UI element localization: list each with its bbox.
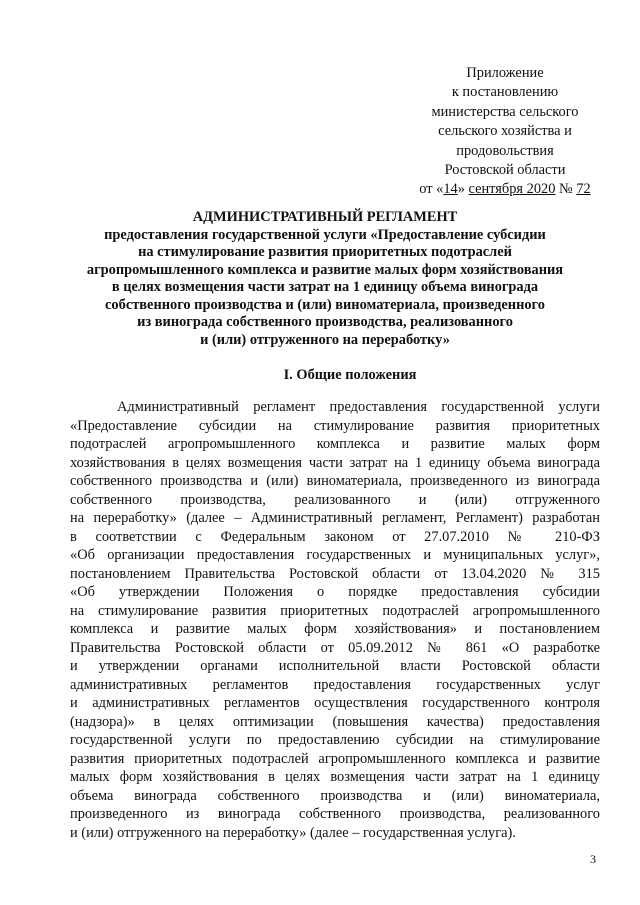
- body-line: (надзора)» в целях оптимизации (повышения качества) предоставления: [70, 713, 600, 730]
- body-line: хозяйствования в целях возмещения части затрат на 1 единицу объема винограда: [70, 454, 600, 471]
- title-line: предоставления государственной услуги «Предоставление субсидии: [104, 226, 546, 243]
- body-line: постановлением Правительства Ростовской области от 13.04.2020 № 315: [70, 565, 600, 582]
- date-prefix: от «: [419, 181, 444, 198]
- page-number: 3: [590, 852, 596, 866]
- appendix-line: Ростовской области: [444, 162, 566, 179]
- body-line: «Предоставление субсидии на стимулирование развития приоритетных: [70, 417, 600, 434]
- body-line: и утверждении органами исполнительной власти Ростовской области: [70, 658, 600, 675]
- body-line: собственного производства, реализованного и (или) отгруженного: [70, 491, 600, 508]
- body-line: государственной услуги по предоставлению субсидии на стимулирование: [70, 732, 600, 749]
- body-line: подотраслей агропромышленного комплекса и развитие малых форм: [70, 436, 600, 453]
- title-line: и (или) отгруженного на переработку»: [200, 331, 450, 348]
- body-line: произведенного из винограда собственного производства, реализованного: [70, 806, 600, 823]
- body-line: собственного производства и (или) виноматериала, произведенного из винограда: [70, 473, 600, 490]
- body-line: «Об организации предоставления государственных и муниципальных услуг»,: [70, 547, 600, 564]
- body-line: и (или) отгруженного на переработку» (далее – государственная услуга).: [70, 824, 516, 841]
- appendix-line: продовольствия: [456, 142, 554, 159]
- body-line: комплекса и развитие малых форм хозяйствования» и постановлением: [70, 621, 600, 638]
- body-line: Правительства Ростовской области от 05.09.2012 № 861 «О разработке: [70, 639, 600, 656]
- title-line: агропромышленного комплекса и развитие малых форм хозяйствования: [86, 261, 564, 278]
- title-line: из винограда собственного производства, реализованного: [137, 314, 513, 330]
- body-line: и административных регламентов осуществления государственного контроля: [70, 695, 600, 712]
- body-line: Административный регламент предоставления государственной услуги: [117, 399, 600, 415]
- document-number: 72: [576, 181, 591, 198]
- title-line: в целях возмещения части затрат на 1 единицу объема винограда: [111, 279, 539, 295]
- appendix-line: сельского хозяйства и: [438, 123, 572, 140]
- body-line: малых форм хозяйствования в целях возмещения части затрат на 1 единицу: [70, 769, 600, 786]
- appendix-line: к постановлению: [451, 84, 559, 101]
- date-month-year: сентября 2020: [468, 181, 556, 198]
- title-heading: АДМИНИСТРАТИВНЫЙ РЕГЛАМЕНТ: [192, 209, 458, 225]
- document-title: [40, 209, 610, 349]
- body-line: административных регламентов предоставления государственных услуг: [70, 676, 600, 693]
- date-quote-close: »: [457, 181, 469, 198]
- body-line: на стимулирование развития приоритетных подотраслей агропромышленного: [70, 602, 600, 619]
- title-line: на стимулирование развития приоритетных подотраслей: [138, 244, 512, 260]
- body-paragraph: [70, 398, 600, 842]
- section-title: I. Общие положения: [283, 367, 417, 383]
- appendix-line: Приложение: [466, 65, 544, 81]
- appendix-block: [380, 64, 630, 200]
- body-line: в соответствии с Федеральным законом от 27.07.2010 № 210-ФЗ: [70, 528, 600, 545]
- body-line: развития приоритетных подотраслей агропромышленного комплекса и развитие: [70, 750, 600, 767]
- appendix-date-line: [380, 180, 630, 199]
- date-day: 14: [443, 181, 458, 198]
- appendix-line: министерства сельского: [431, 103, 579, 120]
- body-line: «Об утверждении Положения о порядке предоставления субсидии: [70, 584, 600, 601]
- number-prefix: №: [555, 181, 577, 198]
- body-line: на переработку» (далее – Административный регламент, Регламент) разработан: [70, 510, 600, 527]
- body-line: объема винограда собственного производства и (или) виноматериала,: [70, 787, 600, 804]
- title-line: собственного производства и (или) виноматериала, произведенного: [105, 296, 545, 313]
